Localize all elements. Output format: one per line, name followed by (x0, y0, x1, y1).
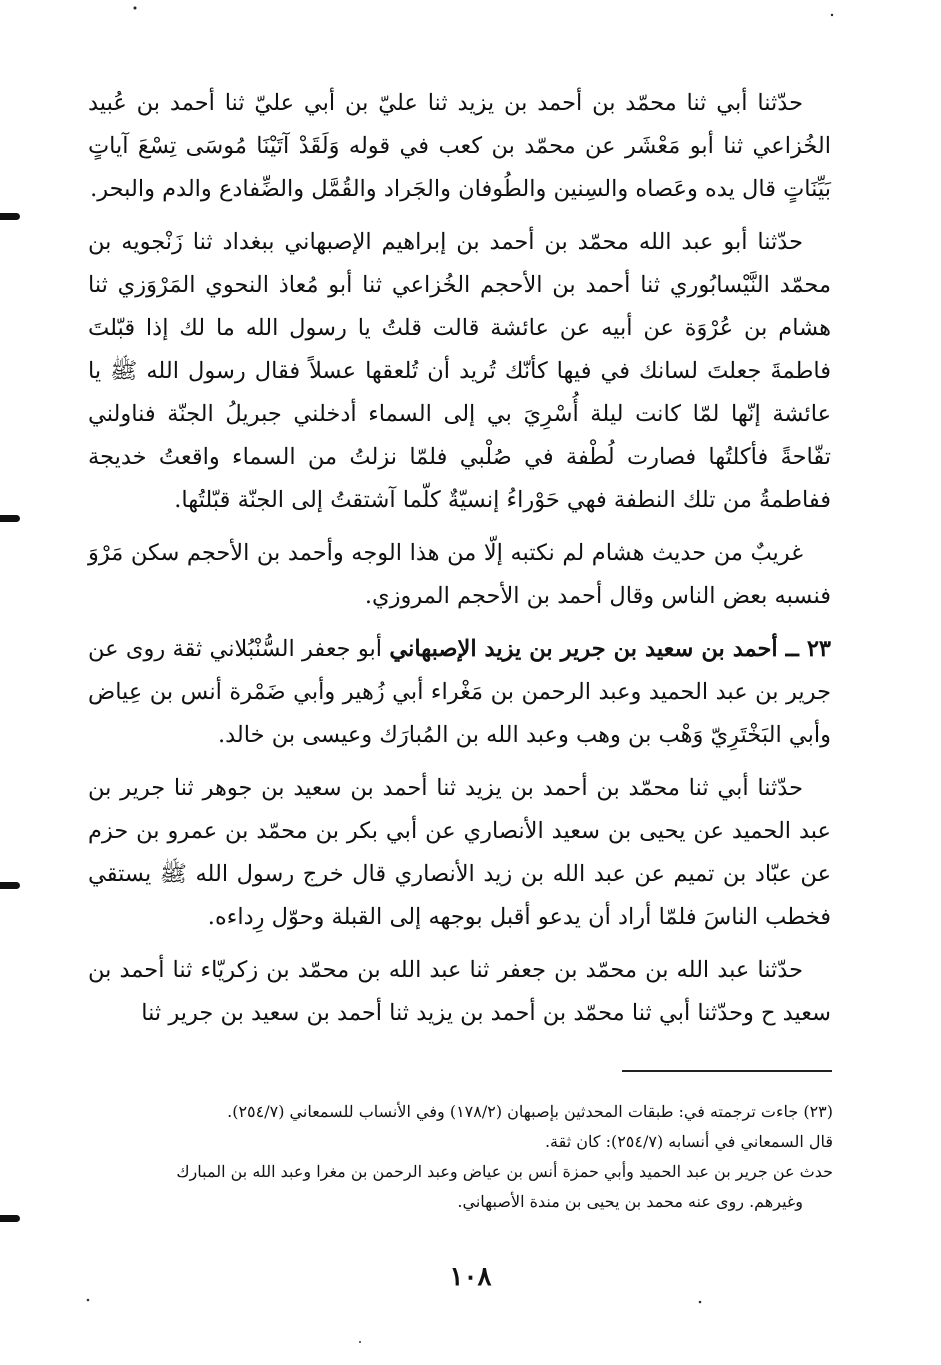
footnote-line: (٢٣) جاءت ترجمته في: طبقات المحدثين بإصبهان (١٧٨/٢) وفي الأنساب للسمعاني (٢٥٤/٧). (227, 1102, 833, 1121)
biography-heading: ٢٣ ــ أحمد بن سعيد بن جرير بن يزيد الإصبهاني (389, 636, 832, 662)
footnote-line: قال السمعاني في أنسابه (٢٥٤/٧): كان ثقة. (544, 1132, 833, 1151)
paragraph-hadith-4: حدّثنا عبد الله بن محمّد بن جعفر ثنا عبد الله بن محمّد بن زكريّاء ثنا أحمد بن سعيد ح وحدّثنا أبي ثنا محمّد بن أحمد بن يزيد ثنا أحمد بن سعيد بن جرير ثنا (88, 957, 831, 1026)
paragraph-hadith-1: حدّثنا أبي ثنا محمّد بن أحمد بن يزيد ثنا عليّ بن أبي عليّ ثنا أحمد بن عُبيد الخُزاعي ثنا أبو مَعْشَر عن محمّد بن كعب في قوله وَلَقَدْ آتَيْنَا مُوسَى تِسْعَ آياتٍ بَيِّنَاتٍ قال يده وعَصاه والسِنين والطُوفان والجَراد والقُمَّل والضِّفادع والدم والبحر. (88, 90, 831, 202)
biography-text: أبو جعفر السُّنْبُلاني ثقة روى عن جرير بن عبد الحميد وعبد الرحمن بن مَغْراء أبي زُهير وأبي ضَمْرة أنس بن عِياض وأبي البَخْتَرِيّ وَهْب بن وهب وعبد الله بن المُبارَك وعيسى بن خالد. (88, 636, 831, 748)
page-number: ١٠٨ (449, 1262, 492, 1292)
footnote-line: وغيرهم. روى عنه محمد بن يحيى بن مندة الأصبهاني. (457, 1192, 803, 1211)
paragraph-comment: غريبٌ من حديث هشام لم نكتبه إلّا من هذا الوجه وأحمد بن الأحجم سكن مَرْوَ فنسبه بعض الناس وقال أحمد بن الأحجم المروزي. (88, 540, 831, 609)
footnote-line: حدث عن جرير بن عبد الحميد وأبي حمزة أنس بن عياض وعبد الرحمن بن مغرا وعبد الله بن المبارك (176, 1162, 833, 1181)
paragraph-hadith-3: حدّثنا أبي ثنا محمّد بن أحمد بن يزيد ثنا أحمد بن سعيد بن جوهر ثنا جرير بن عبد الحميد عن يحيى بن سعيد الأنصاري عن أبي بكر بن محمّد بن عمرو بن حزم عن عبّاد بن تميم عن عبد الله بن زيد الأنصاري قال خرج رسول الله ﷺ يستقي فخطب الناسَ فلمّا أراد أن يدعو أقبل بوجهه إلى القبلة وحوّل رِداءه. (88, 775, 831, 930)
paragraph-hadith-2: حدّثنا أبو عبد الله محمّد بن أحمد بن إبراهيم الإصبهاني ببغداد ثنا زَنْجويه بن محمّد النَّيْسابُوري ثنا أحمد بن الأحجم الخُزاعي ثنا أبو مُعاذ النحوي المَرْوَزي ثنا هشام بن عُرْوَة عن أبيه عن عائشة قالت قلتُ يا رسول الله ما لك إذا قبّلتَ فاطمةَ جعلتَ لسانك في فيها كأنّك تُريد أن تُلعقها عسلاً فقال رسول الله ﷺ يا عائشة إنّها لمّا كانت ليلة أُسْرِيَ بي إلى السماء أدخلني جبريلُ الجنّة فناولني تفّاحةً فأكلتُها فصارت لُطْفة في صُلْبي فلمّا نزلتُ من السماء واقعتُ خديجة ففاطمةُ من تلك النطفة فهي حَوْراءُ إنسيّةٌ كلّما آشتقتُ إلى الجنّة قبّلتُها. (88, 229, 831, 513)
